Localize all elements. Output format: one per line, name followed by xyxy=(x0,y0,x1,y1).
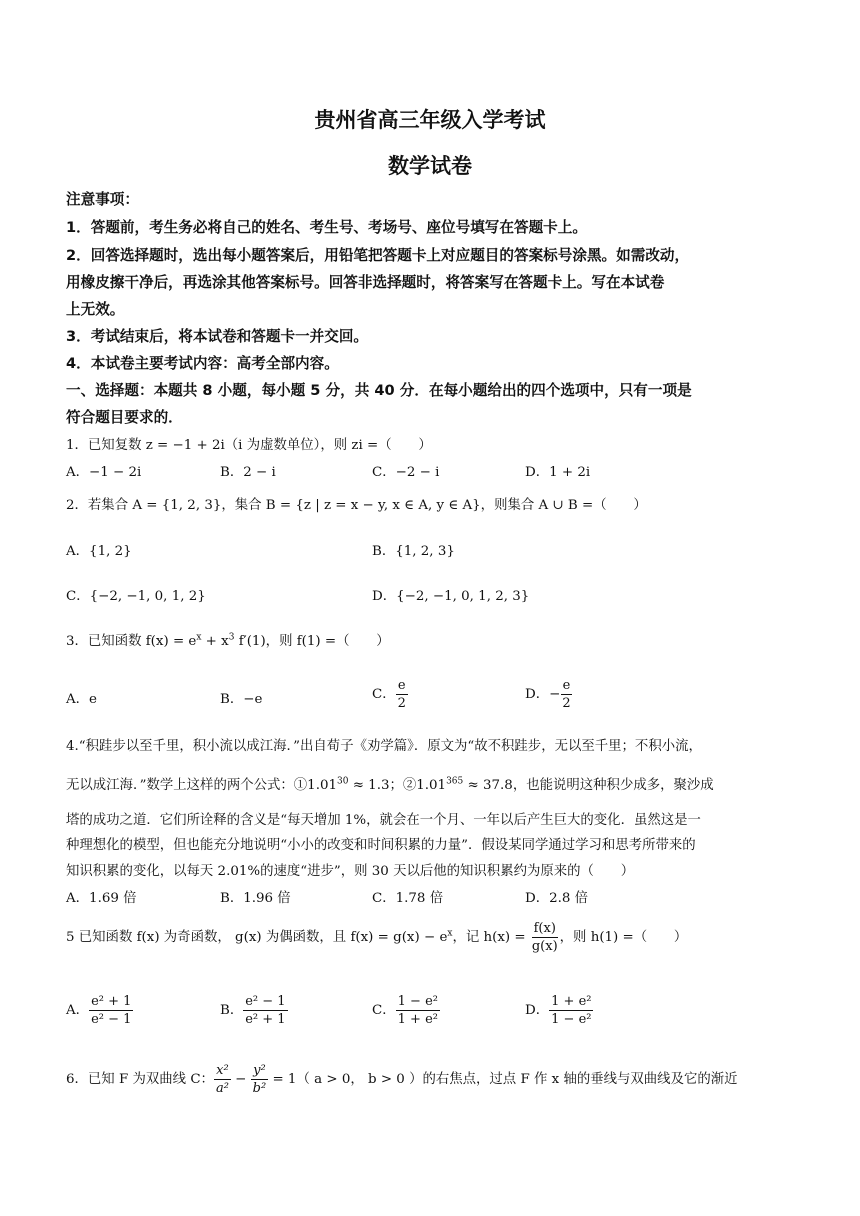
q5-option-label: C． xyxy=(372,1003,396,1018)
notice-item-2-end: 上无效。 xyxy=(66,301,125,318)
q3-exponent-x: x xyxy=(196,632,202,643)
fraction-denominator: 2 xyxy=(397,696,406,711)
q5-option-fraction xyxy=(396,993,440,1028)
fraction-numerator: y² xyxy=(253,1063,266,1078)
fraction-denominator: 1 − e² xyxy=(551,1012,592,1027)
notice-item-2-cont: 用橡皮擦干净后，再选涂其他答案标号。回答非选择题时，将答案写在答题卡上。写在本试卷 xyxy=(66,274,665,291)
q5-stem-part: ，记 h(x) = xyxy=(452,930,530,945)
q4-line2-part: 无以成江海．”数学上这样的两个公式：①1.01 xyxy=(66,778,337,793)
q6-stem-part: 6．已知 F 为双曲线 C： xyxy=(66,1072,214,1087)
q4-line2 xyxy=(66,774,796,793)
q1-option-a: A．−1 − 2i xyxy=(66,465,142,480)
fraction-denominator: e² + 1 xyxy=(245,1012,286,1027)
q1-option-d: D．1 + 2i xyxy=(525,465,591,480)
q6-stem-part: − xyxy=(230,1072,251,1087)
q5-option-d xyxy=(525,993,593,1028)
q3-stem-part: 3．已知函数 f(x) = e xyxy=(66,634,197,649)
q5-option-label: B． xyxy=(220,1003,244,1018)
fraction-numerator: e xyxy=(397,678,406,693)
q5-option-a xyxy=(66,993,133,1028)
q5-stem-part: ，则 h(1) =（ ） xyxy=(559,930,688,945)
notice-heading: 注意事项： xyxy=(66,191,139,208)
q4-line5: 知识积累的变化，以每天 2.01%的速度“进步”，则 30 天以后他的知识积累约为原来的（ ） xyxy=(66,864,635,879)
q5-option-c xyxy=(372,993,440,1028)
q4-exponent-30: 30 xyxy=(337,776,349,787)
q2-option-c: C．{−2, −1, 0, 1, 2} xyxy=(66,589,206,604)
q5-option-fraction xyxy=(549,993,593,1028)
q1-stem: 1．已知复数 z = −1 + 2i（i 为虚数单位），则 zi =（ ） xyxy=(66,438,432,453)
exam-title: 贵州省高三年级入学考试 xyxy=(314,108,546,132)
fraction-numerator: x² xyxy=(216,1063,229,1078)
q5-option-b xyxy=(220,993,288,1028)
q3-stem xyxy=(66,630,796,649)
q3-stem-part: f′(1)，则 f(1) =（ ） xyxy=(234,634,390,649)
fraction-numerator: f(x) xyxy=(533,921,556,936)
q5-option-label: A． xyxy=(66,1003,90,1018)
q2-stem: 2．若集合 A = {1, 2, 3}，集合 B = {z | z = x − y, x ∈ A, y ∈ A}，则集合 A ∪ B =（ ） xyxy=(66,498,647,513)
q3-option-a: A．e xyxy=(66,692,97,707)
fraction-numerator: 1 + e² xyxy=(551,994,592,1009)
exam-subtitle: 数学试卷 xyxy=(388,154,472,178)
fraction-numerator: e² − 1 xyxy=(245,994,286,1009)
q6-stem-part: = 1（ a > 0， b > 0 ）的右焦点，过点 F 作 x 轴的垂线与双曲线及它的渐近 xyxy=(268,1072,738,1087)
q3-option-c-label: C． xyxy=(372,687,396,702)
q4-option-c: C．1.78 倍 xyxy=(372,891,444,906)
fraction-numerator: e² + 1 xyxy=(91,994,132,1009)
fraction-denominator: 2 xyxy=(562,696,571,711)
q6-stem xyxy=(66,1062,796,1097)
q5-option-fraction xyxy=(243,993,287,1028)
section-heading-line2: 符合题目要求的． xyxy=(66,409,183,426)
q6-fraction-y xyxy=(251,1062,269,1097)
q3-option-d-label: D．− xyxy=(525,687,561,702)
q1-option-b: B．2 − i xyxy=(220,465,276,480)
q4-option-b: B．1.96 倍 xyxy=(220,891,291,906)
fraction-denominator: e² − 1 xyxy=(91,1012,132,1027)
q3-option-c-fraction xyxy=(396,677,408,712)
fraction-denominator: 1 + e² xyxy=(397,1012,438,1027)
section-heading-line1: 一、选择题：本题共 8 小题，每小题 5 分，共 40 分．在每小题给出的四个选项中，只有一项是 xyxy=(66,382,692,399)
q5-exponent-x: x xyxy=(447,928,453,939)
q4-line1: 4.“积跬步以至千里，积小流以成江海．”出自荀子《劝学篇》．原文为“故不积跬步，无以至千里；不积小流， xyxy=(66,739,702,754)
q5-stem xyxy=(66,920,796,955)
q4-option-d: D．2.8 倍 xyxy=(525,891,589,906)
q2-option-d: D．{−2, −1, 0, 1, 2, 3} xyxy=(372,589,530,604)
q1-option-c: C．−2 − i xyxy=(372,465,440,480)
q3-option-b: B．−e xyxy=(220,692,263,707)
notice-item-4: 4．本试卷主要考试内容：高考全部内容。 xyxy=(66,355,339,372)
fraction-numerator: 1 − e² xyxy=(397,994,438,1009)
fraction-denominator: a² xyxy=(215,1081,229,1096)
q4-line3: 塔的成功之道．它们所诠释的含义是“每天增加 1%，就会在一个月、一年以后产生巨大的变化．虽然这是一 xyxy=(66,813,701,828)
notice-item-2: 2．回答选择题时，选出每小题答案后，用铅笔把答题卡上对应题目的答案标号涂黑。如需改动， xyxy=(66,247,690,264)
q4-line4: 种理想化的模型，但也能充分地说明“小小的改变和时间积累的力量”．假设某同学通过学习和思考所带来的 xyxy=(66,838,696,853)
q4-exponent-365: 365 xyxy=(446,776,464,787)
q3-option-d-fraction xyxy=(560,677,572,712)
q5-h-fraction xyxy=(530,920,560,955)
q6-fraction-x xyxy=(214,1062,231,1097)
q3-option-c xyxy=(372,677,408,712)
fraction-numerator: e xyxy=(562,678,571,693)
q3-exponent-3: 3 xyxy=(228,632,235,643)
fraction-denominator: g(x) xyxy=(531,939,558,954)
notice-item-1: 1．答题前，考生务必将自己的姓名、考生号、考场号、座位号填写在答题卡上。 xyxy=(66,219,587,236)
q4-line2-part: ≈ 1.3；②1.01 xyxy=(348,778,447,793)
fraction-denominator: b² xyxy=(252,1081,267,1096)
q5-option-label: D． xyxy=(525,1003,550,1018)
q3-option-d xyxy=(525,677,573,712)
q2-option-b: B．{1, 2, 3} xyxy=(372,544,455,559)
q3-stem-part: + x xyxy=(201,634,229,649)
q4-option-a: A．1.69 倍 xyxy=(66,891,137,906)
q2-option-a: A．{1, 2} xyxy=(66,544,132,559)
q4-line2-part: ≈ 37.8，也能说明这种积少成多，聚沙成 xyxy=(463,778,714,793)
notice-item-3: 3．考试结束后，将本试卷和答题卡一并交回。 xyxy=(66,328,369,345)
q5-option-fraction xyxy=(89,993,133,1028)
q5-stem-part: 5 已知函数 f(x) 为奇函数， g(x) 为偶函数，且 f(x) = g(x) − e xyxy=(66,930,448,945)
